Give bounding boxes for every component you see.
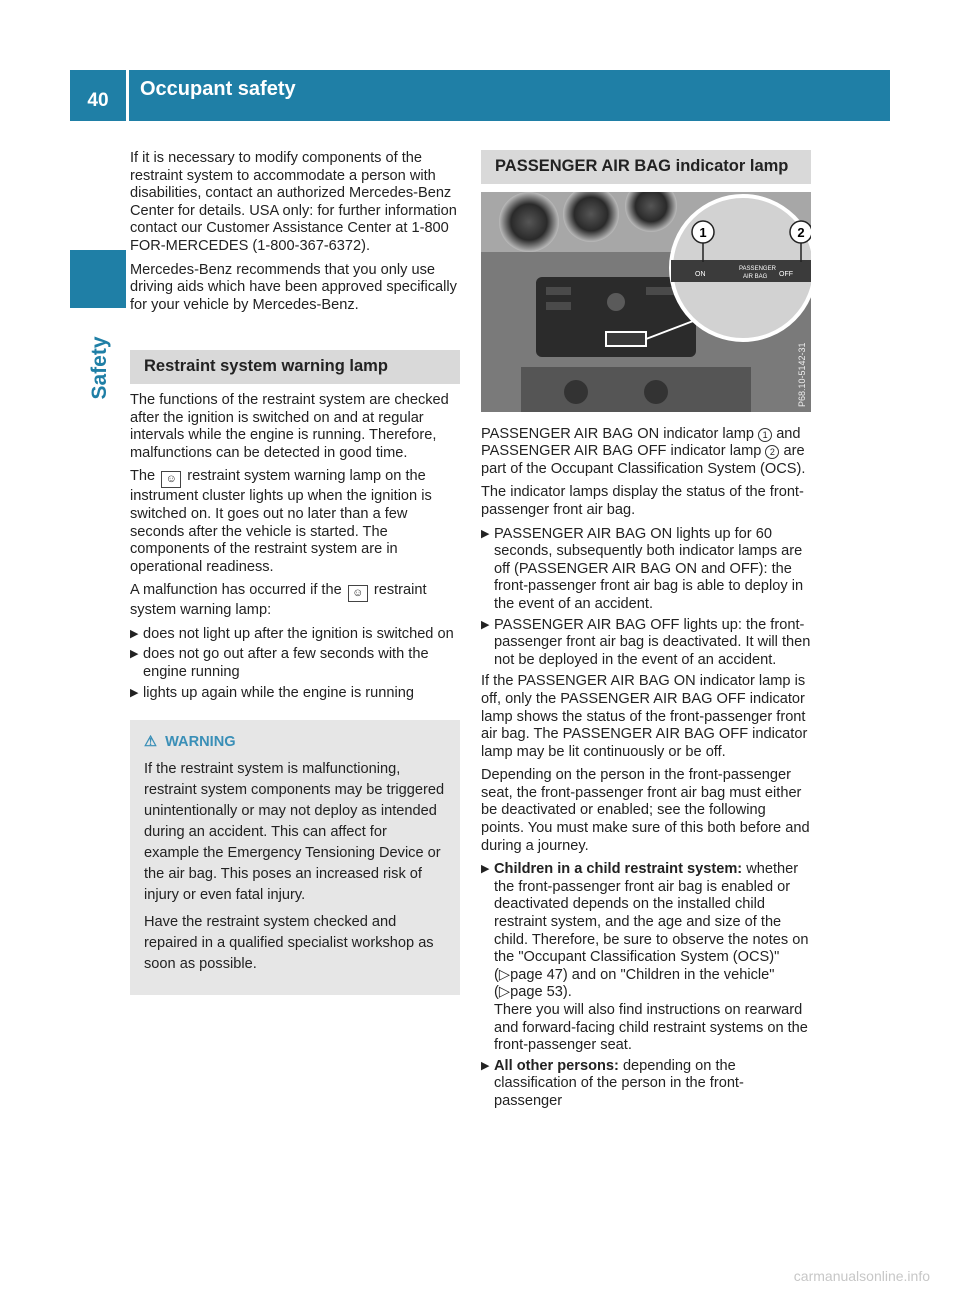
- paragraph: The indicator lamps display the status of the front-passenger front air bag.: [481, 484, 804, 518]
- bullet-list: [130, 626, 460, 702]
- page-link[interactable]: page 53).: [510, 984, 572, 1001]
- header-divider: [126, 70, 129, 121]
- section-heading: PASSENGER AIR BAG indicator lamp: [481, 150, 811, 184]
- restraint-warning-lamp-icon: ☺: [348, 585, 368, 602]
- paragraph: Depending on the person in the front-passenger seat, the front-passenger front air bag must either be deactivated or enabled; see the following points. You must make sure of this both before and during a journey.: [481, 767, 810, 854]
- restraint-warning-lamp-icon: ☺: [161, 471, 181, 488]
- paragraph: [130, 582, 460, 620]
- page-ref-arrow-icon: ▷: [498, 966, 511, 983]
- text: restraint system warning lamp on the instrument cluster lights up when the ignition is switched on. It goes out no later than a few seconds after the vehicle is started. The components of the restraint system are in operational readiness.: [130, 468, 432, 575]
- paragraph: PASSENGER AIR BAG ON indicator lamp 1 and PASSENGER AIR BAG OFF indicator lamp 2 are part of the Occupant Classification System (OCS).: [481, 425, 806, 477]
- list-item: ▶ lights up again while the engine is running: [130, 684, 414, 701]
- warning-text: If the restraint system is malfunctioning, restraint system components may be triggered unintentionally or may not deploy as intended during an accident. This can affect for example the Emergency Tensioning Device or the air bag. This poses an increased risk of injury or even fatal injury.: [144, 761, 445, 904]
- bullet-icon: ▶: [130, 648, 139, 661]
- paragraph: If it is necessary to modify components of the restraint system to accommodate a person with disabilities, contact an authorized Mercedes-Benz Center for details. USA only: for further information contact our Customer Assistance Center at 1-800 FOR-MERCEDES (1-800-367-6372).: [130, 150, 457, 254]
- text: The: [130, 468, 156, 485]
- dashboard-illustration: [481, 192, 811, 412]
- left-column: [130, 150, 460, 995]
- text: A malfunction has occurred if the: [130, 582, 342, 599]
- paragraph: If the PASSENGER AIR BAG ON indicator lamp is off, only the PASSENGER AIR BAG OFF indicator lamp shows the status of the front-passenger front air bag. The PASSENGER AIR BAG OFF indicator lamp may be lit continuously or be off.: [481, 673, 808, 760]
- page-link[interactable]: page 47) and on "Children in the vehicle" (: [494, 966, 775, 1001]
- page-title: Occupant safety: [140, 78, 296, 100]
- warning-box: [130, 720, 460, 995]
- bullet-list: [481, 861, 811, 1110]
- callout-1: 1: [699, 224, 707, 240]
- list-item: ▶ Children in a child restraint system: whether the front-passenger front air bag is enabled or deactivated depends on the installed child restraint system, and the age and size of the child. Therefore, be sure to observe the notes on the "Occupant Classification System (OCS)" (▷page 47) and on "Children in the vehicle" (▷page 53). There you will also find instructions on rearward and forward-facing child restraint systems on the front-passenger seat.: [481, 861, 809, 1054]
- callout-1-icon: 1: [758, 428, 772, 442]
- passenger-label: PASSENGER: [739, 265, 776, 272]
- on-label: ON: [695, 270, 706, 278]
- paragraph: [130, 468, 460, 576]
- warning-text: Have the restraint system checked and repaired in a qualified specialist workshop as soon as possible.: [144, 914, 434, 973]
- figure-code: P68.10-5142-31: [797, 342, 807, 407]
- bullet-icon: ▶: [481, 527, 490, 540]
- bullet-list: [481, 526, 811, 670]
- airbag-label: AIR BAG: [743, 273, 768, 280]
- list-item: ▶ All other persons: depending on the classification of the person in the front-passenger: [481, 1057, 744, 1109]
- paragraph: Mercedes-Benz recommends that you only use driving aids which have been approved specifically for your vehicle by Mercedes-Benz.: [130, 261, 457, 313]
- right-column: [481, 150, 811, 1115]
- bullet-icon: ▶: [130, 627, 139, 640]
- warning-triangle-icon: ⚠: [144, 734, 158, 751]
- section-heading: Restraint system warning lamp: [130, 350, 460, 384]
- page-number: 40: [87, 90, 109, 111]
- bullet-icon: ▶: [481, 1059, 490, 1072]
- list-item: ▶ does not light up after the ignition is switched on: [130, 625, 454, 642]
- page-ref-arrow-icon: ▷: [498, 984, 511, 1001]
- text: restraint system warning lamp:: [130, 582, 427, 619]
- off-label: OFF: [779, 270, 793, 278]
- bullet-icon: ▶: [481, 618, 490, 631]
- callout-2-icon: 2: [765, 445, 779, 459]
- bullet-icon: ▶: [130, 686, 139, 699]
- bullet-icon: ▶: [481, 863, 490, 876]
- warning-title: ⚠ WARNING: [144, 732, 446, 753]
- list-item: ▶ PASSENGER AIR BAG OFF lights up: the front-passenger front air bag is deactivated. It will then not be deployed in the event of an accident.: [481, 616, 811, 668]
- callout-2: 2: [797, 224, 805, 240]
- watermark: carmanualsonline.info: [793, 1268, 930, 1284]
- paragraph: The functions of the restraint system are checked after the ignition is switched on and at regular intervals while the engine is running. Therefore, malfunctions can be detected in good time.: [130, 391, 449, 461]
- dashboard-drawing: [481, 192, 811, 412]
- side-tab-label: Safety: [88, 336, 111, 400]
- list-item: ▶ does not go out after a few seconds with the engine running: [130, 646, 429, 681]
- side-tab-marker: [70, 250, 126, 308]
- list-item: ▶ PASSENGER AIR BAG ON lights up for 60 seconds, subsequently both indicator lamps are off (PASSENGER AIR BAG ON and OFF): the front-passenger front air bag is able to deploy in the event of an accident.: [481, 525, 804, 612]
